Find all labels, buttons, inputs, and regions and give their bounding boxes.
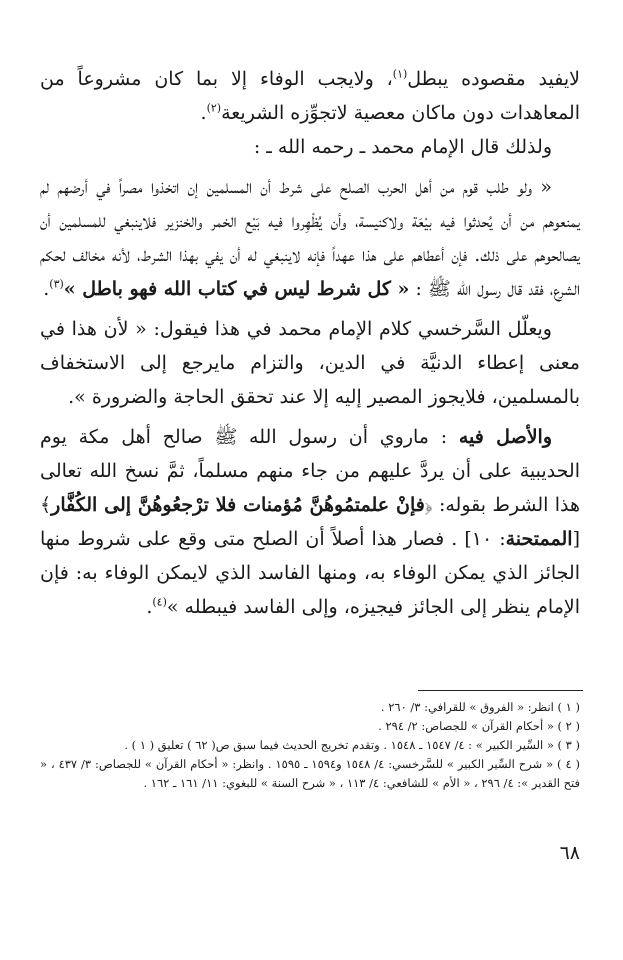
footnote: ( ٣ ) « السِّير الكبير » : ٤/ ١٥٤٧ ـ ١٥٤٨ . وتقدم تخريج الحديث فيما سبق ص( ٦٢ ) تعليق ( ١ ) . [124,738,580,752]
text-run: لايفيد مقصوده يبطل [407,68,580,90]
paragraph-3 [40,170,580,306]
paragraph-5 [40,420,580,624]
page-body [40,62,580,624]
footnote-ref: (٤) [152,595,167,609]
section-lead: والأصل فيه [458,426,552,448]
footnote: ( ١ ) انظر: « الفروق » للقرافي: ٣/ ٢٦٠ . [380,700,580,714]
footnote-ref: (٣) [49,277,64,291]
text-run: . [146,596,153,618]
text-run: ﴾ [ [40,494,580,550]
text-run: ، ولايجب الوفاء إلا بما كان مشروعاً من المعاهدات دون ماكان معصية لاتجوِّزه الشريعة [40,68,580,124]
main-text [40,62,580,624]
page-number: ٦٨ [559,842,580,864]
text-run: : ١٠] . فصار هذا أصلاً أن الصلح متى وقع على شروط منها الجائز الذي يمكن الوفاء به، ومنها الفاسد الذي لايمكن الوفاء به: فإن الإمام ينظر إلى الجائز فيجيزه، وإلى الفاسد فيبطله » [40,528,580,618]
paragraph-4: ويعلّل السَّرخسي كلام الإمام محمد في هذا فيقول: « لأن هذا في معنى إعطاء الدنيَّة في الدين، والتزام مايرجع إلى الاستخفاف بالمسلمين، فلايجوز المصير إليه إلا عند تحقق الحاجة والضرورة ». [40,318,580,408]
footnote-separator [418,690,583,691]
footnote: ( ٤ ) « شرح السِّير الكبير » للسَّرخسي: ٤/ ١٥٤٨ و١٥٩٤ ـ ١٥٩٥ . وانظر: « أحكام القرآن » للجصاص: ٣/ ٤٣٧ ، « فتح القدير »: ٤/ ٢٩٦ ، « الأم » للشافعي: ٤/ ١١٣ ، « شرح السنة » للبغوي: ١١/ ١٦١ ـ ١٦٢ . [40,757,581,790]
footnote: ( ٢ ) « أحكام القرآن » للجصاص: ٢/ ٢٩٤ . [378,719,580,733]
text-run: « ولو طلب قوم من أهل الحرب الصلح على شرط أن المسلمين إن اتخذوا مصراً في أرضهم لم يمنعوهم من أن يُحدثوا فيه بيْعَة ولاكنيسة، وأن يُظْهِروا فيه بَيْع الخمر والخنزير فلاينبغي للمسلمين أن يصالحوهم على ذلك. فإن أعطاهم على هذا عهداً فإنه لاينبغي له أن يفي بهذا الشرط، لأنه مخالف لحكم الشرع، فقد قال رسول الله ﷺ : [40,176,580,300]
paragraph-2: ولذلك قال الإمام محمد ـ رحمه الله ـ : [253,136,552,158]
footnote-ref: (١) [392,67,408,81]
surah-name: الممتحنة [505,528,573,550]
text-run: : ماروي أن رسول الله ﷺ صالح أهل مكة يوم الحديبية على أن يردَّ عليهم من جاء منهم مسلماً، ثمَّ نسخ الله تعالى هذا الشرط بقوله: ﴿ [40,426,580,516]
text-run: . [43,278,50,300]
footnotes [40,698,580,793]
text-run: . [200,102,207,124]
quran-verse: فإنْ علمتمُوهُنَّ مُؤمنات فلا ترْجعُوهُنَّ إلى الكُفَّار [51,494,425,516]
footnote-ref: (٢) [206,101,222,115]
paragraph-1 [40,62,580,130]
hadith-quote: « كل شرط ليس في كتاب الله فهو باطل » [63,278,410,300]
